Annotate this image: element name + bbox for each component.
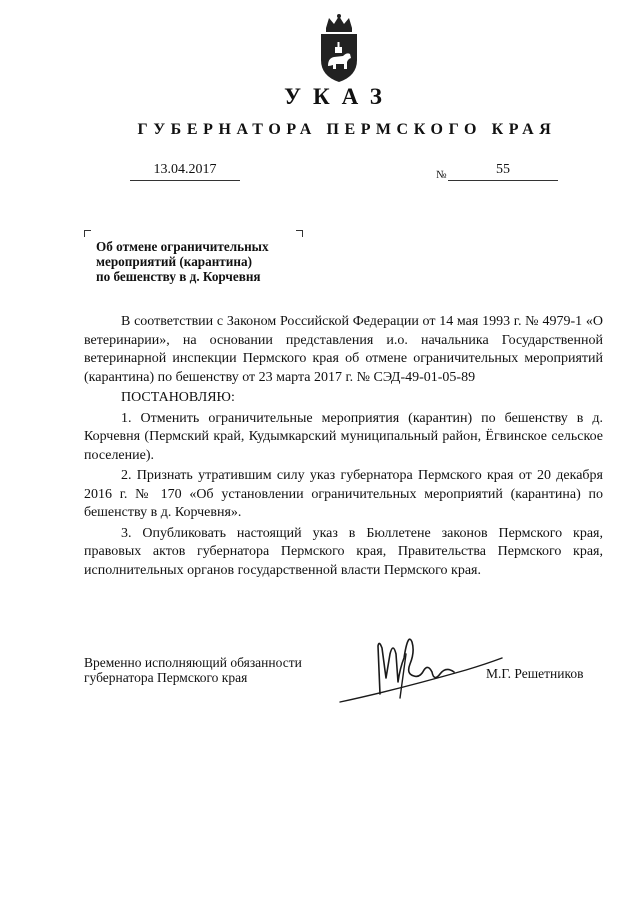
signer-role-line: Временно исполняющий обязанности <box>84 655 302 670</box>
signer-name: М.Г. Решетников <box>486 666 584 681</box>
handwritten-signature <box>316 624 506 708</box>
heading-corner-right <box>296 230 303 237</box>
number-sign: № <box>436 169 447 181</box>
document-heading-line: по бешенству в д. Корчевня <box>96 269 261 284</box>
document-heading-line: мероприятий (карантина) <box>96 254 252 269</box>
decree-item-3: 3. Опубликовать настоящий указ в Бюллетене законов Пермского края, правовых актов губернатора Пермского края, Правительства Пермского края, исполнительных органов государственной власти Пермского края. <box>84 525 603 578</box>
preamble-paragraph: В соответствии с Законом Российской Федерации от 14 мая 1993 г. № 4979-1 «О ветеринарии», на основании представления и.о. начальника Государственной ветеринарной инспекции Пермского края об отмене ограничительных мероприятий (карантина) по бешенству от 23 марта 2017 г. № СЭД-49-01-05-89 <box>84 314 603 385</box>
date-underline <box>130 180 240 181</box>
number-underline <box>448 180 558 181</box>
decree-title: УКАЗ <box>284 84 394 109</box>
decree-word: ПОСТАНОВЛЯЮ: <box>121 390 235 405</box>
document-heading-line: Об отмене ограничительных <box>96 239 269 254</box>
document-heading <box>96 239 316 284</box>
decree-subtitle: ГУБЕРНАТОРА ПЕРМСКОГО КРАЯ <box>137 121 557 138</box>
decree-date: 13.04.2017 <box>153 162 217 177</box>
decree-number: 55 <box>496 162 510 177</box>
document-body <box>84 313 603 582</box>
coat-of-arms-icon <box>316 14 362 84</box>
decree-item-2: 2. Признать утратившим силу указ губернатора Пермского края от 20 декабря 2016 г. № 170 «Об установлении ограничительных мероприятий (карантина) по бешенству в д. Корчевня». <box>84 468 603 520</box>
signer-role <box>84 655 302 685</box>
heading-corner-left <box>84 230 91 237</box>
decree-item-1: 1. Отменить ограничительные мероприятия (карантин) по бешенству в д. Корчевня (Пермский край, Кудымкарский муниципальный район, Ёгвинское сельское поселение). <box>84 410 603 463</box>
signer-role-line: губернатора Пермского края <box>84 670 248 685</box>
